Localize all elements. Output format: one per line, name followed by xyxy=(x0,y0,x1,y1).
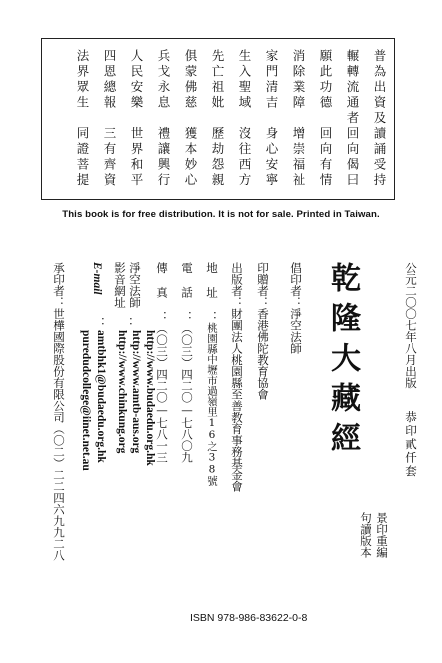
isbn-number: ISBN 978-986-83622-0-8 xyxy=(190,612,308,624)
donor-name: 香港佛陀教育協會 xyxy=(256,308,270,400)
email-address-2[interactable]: puredudcollege@iinet.net.au xyxy=(80,330,92,471)
advocate-row xyxy=(289,262,302,354)
phone-value: （〇三）四二〇—七八〇九 xyxy=(180,322,194,463)
website-url-3[interactable]: http://www.chinkung.org xyxy=(116,330,128,454)
advocate-label: 倡印者 xyxy=(289,262,303,297)
email-address-1[interactable]: amtbhk1@budaedu.org.hk xyxy=(95,330,107,463)
edition-note: 恭印貳仟套 xyxy=(404,411,418,479)
website-url-2[interactable]: http://www.amtb-aus.org xyxy=(130,330,142,454)
verse-line: 輾轉流通者回向偈曰 xyxy=(345,49,360,189)
publisher-name: 財團法人桃園縣至善教育事務基金會 xyxy=(230,308,244,492)
field-separator: ： xyxy=(256,296,270,308)
verse-line: 普為出資及讀誦受持 xyxy=(372,49,387,189)
verse-line: 先亡祖妣 歷劫怨親 xyxy=(210,49,225,189)
verse-line: 生入聖域 沒往西方 xyxy=(237,49,252,189)
book-title: 乾隆大藏經 xyxy=(325,262,360,462)
field-separator: ： xyxy=(155,311,169,323)
donor-row xyxy=(256,262,269,400)
printer-row xyxy=(52,262,65,561)
address-value: 桃園縣中壢市過嶺里16之38號 xyxy=(206,322,218,486)
field-separator: ： xyxy=(180,311,194,323)
website-label-2: 影音網址 xyxy=(113,262,127,308)
field-separator: ： xyxy=(121,317,135,329)
address-row xyxy=(205,262,218,486)
donor-label: 印贈者 xyxy=(256,262,270,297)
advocate-name: 淨空法師 xyxy=(289,308,303,354)
fax-row xyxy=(155,262,168,463)
dedication-verse-box xyxy=(41,38,395,200)
website-label-1: 淨空法師 xyxy=(128,262,142,308)
printer-name: 世樺國際股份有限公司（〇二）二二四六九九二八 xyxy=(52,308,66,561)
publisher-label: 出版者 xyxy=(230,262,244,297)
edition-date: 公元二〇〇七年八月出版 xyxy=(404,262,418,389)
title-subtitle-1: 景印重編 xyxy=(375,512,389,558)
fax-value: （〇三）四二〇—七八一三 xyxy=(155,322,169,463)
field-separator: ： xyxy=(205,311,219,323)
field-separator: ： xyxy=(230,296,244,308)
email-label: E-mail xyxy=(91,262,103,295)
verse-line: 願此功德 回向有情 xyxy=(318,49,333,189)
phone-label: 電話 xyxy=(180,262,194,311)
verse-line: 兵戈永息 禮讓興行 xyxy=(156,49,171,189)
website-url-1[interactable]: http://www.budaedu.org.hk xyxy=(144,330,156,466)
field-separator: ： xyxy=(93,317,107,329)
verse-line: 人民安樂 世界和平 xyxy=(129,49,144,189)
printer-label: 承印者 xyxy=(52,262,66,297)
fax-label: 傳真 xyxy=(155,262,169,311)
verse-line: 四恩總報 三有齊資 xyxy=(102,49,117,189)
title-subtitle-2: 句讀版本 xyxy=(359,512,373,558)
field-separator: ： xyxy=(52,296,66,308)
field-separator: ： xyxy=(289,296,303,308)
address-label: 地址 xyxy=(205,262,219,311)
verse-line: 消除業障 增崇福祉 xyxy=(291,49,306,189)
phone-row xyxy=(180,262,193,463)
verse-line: 家門清吉 身心安寧 xyxy=(264,49,279,189)
verse-line: 法界眾生 同證菩提 xyxy=(75,49,90,189)
free-distribution-notice: This book is for free distribution. It is not for sale. Printed in Taiwan. xyxy=(62,209,380,220)
publisher-row xyxy=(230,262,243,492)
verse-line: 俱蒙佛慈 獲本妙心 xyxy=(183,49,198,189)
